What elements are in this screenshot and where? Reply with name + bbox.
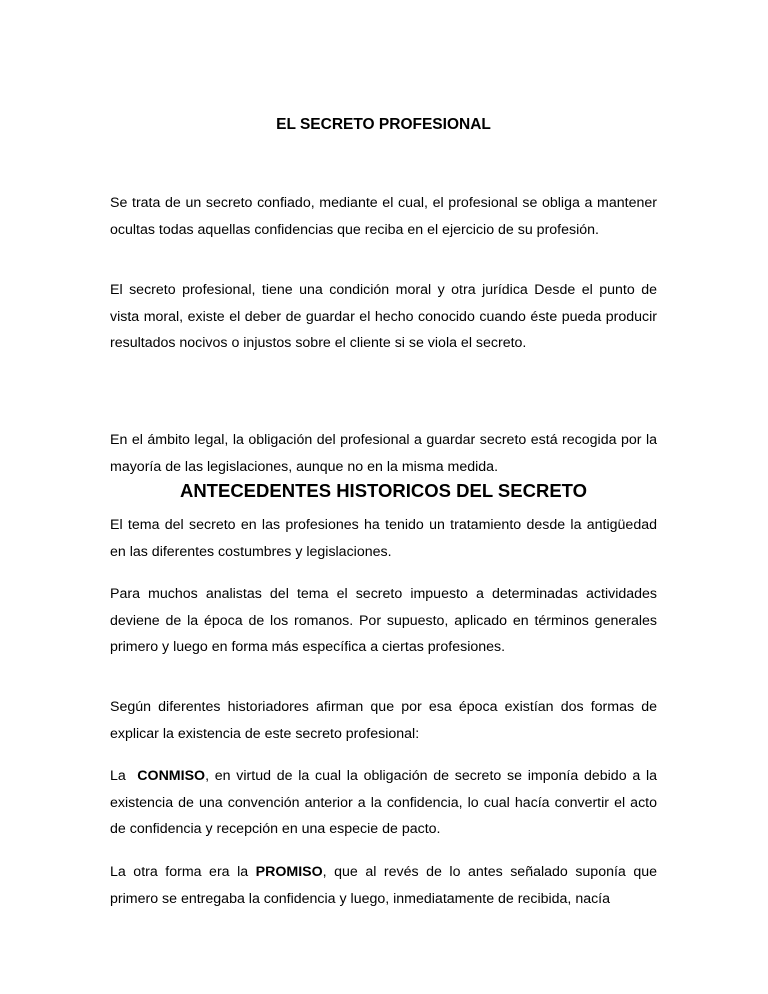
paragraph-definition: Se trata de un secreto confiado, mediante el cual, el profesional se obliga a mantener ocultas todas aquellas confidencias que reciba en el ejercicio de su profesión. xyxy=(110,195,657,238)
section-heading-history: ANTECEDENTES HISTORICOS DEL SECRETO xyxy=(179,480,588,501)
paragraph-history-intro: El tema del secreto en las profesiones ha tenido un tratamiento desde la antigüedad en las diferentes costumbres y legislaciones. xyxy=(110,517,657,560)
promiso-text: , que al revés de lo antes señalado suponía que primero se entregaba la confidencia y luego, inmediatamente de recibida, nacía xyxy=(110,864,657,907)
paragraph-conmiso xyxy=(110,763,657,843)
paragraph-romans: Para muchos analistas del tema el secreto impuesto a determinadas actividades deviene de la época de los romanos. Por supuesto, aplicado en términos generales primero y luego en forma más específica a ciertas profesiones. xyxy=(110,586,657,656)
conmiso-prefix: La xyxy=(110,768,138,784)
paragraph-historians: Según diferentes historiadores afirman que por esa época existían dos formas de explicar la existencia de este secreto profesional: xyxy=(110,699,657,742)
document-title: EL SECRETO PROFESIONAL xyxy=(276,116,491,133)
conmiso-text: , en virtud de la cual la obligación de secreto se imponía debido a la existencia de una convención anterior a la confidencia, lo cual hacía convertir el acto de confidencia y recepción en una especie de pacto. xyxy=(110,768,658,838)
paragraph-promiso xyxy=(110,859,657,912)
promiso-prefix: La otra forma era la xyxy=(110,864,256,880)
paragraph-moral-legal: El secreto profesional, tiene una condición moral y otra jurídica Desde el punto de vista moral, existe el deber de guardar el hecho conocido cuando éste pueda producir resultados nocivos o injustos sobre el cliente si se viola el secreto. xyxy=(110,282,657,352)
paragraph-legal-scope: En el ámbito legal, la obligación del profesional a guardar secreto está recogida por la mayoría de las legislaciones, aunque no en la misma medida. xyxy=(110,432,657,475)
promiso-term: PROMISO xyxy=(255,864,323,880)
conmiso-term: CONMISO xyxy=(137,768,206,784)
